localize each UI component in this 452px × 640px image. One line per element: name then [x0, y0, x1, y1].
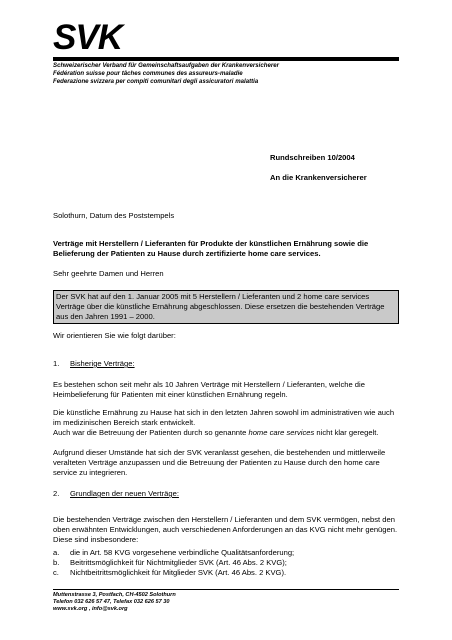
section-1-para-3-end: nicht klar geregelt.: [314, 428, 379, 437]
section-1-title: Bisherige Verträge:: [70, 359, 135, 368]
list-item-text: Beitrittsmöglichkeit für Nichtmitglieder SVK (Art. 46 Abs. 2 KVG);: [70, 558, 287, 567]
section-1-para-3: [53, 428, 399, 438]
footer-address: Muttenstrasse 3, Postfach, CH-4502 Solothurn: [53, 592, 176, 598]
list-item-text: die in Art. 58 KVG vorgesehene verbindliche Qualitätsanforderung;: [70, 548, 295, 557]
org-name-de: Schweizerischer Verband für Gemeinschaftsaufgaben der Krankenversicherer: [53, 62, 280, 69]
section-2-title: Grundlagen der neuen Verträge:: [70, 489, 179, 498]
list-item: [53, 568, 399, 578]
section-1-number: 1.: [53, 359, 60, 368]
list-item-label: a.: [53, 548, 60, 557]
letter-reference: Rundschreiben 10/2004: [270, 153, 355, 162]
footer-divider: [53, 589, 399, 590]
section-2-heading: [53, 489, 399, 499]
summary-box: Der SVK hat auf den 1. Januar 2005 mit 5 Herstellern / Lieferanten und 2 home care services Verträge über die künstliche Ernährung abgeschlossen. Diese ersetzen die bestehenden Verträge aus den Jahren 1991 – 2000.: [53, 290, 399, 324]
place-date: Solothurn, Datum des Poststempels: [53, 211, 175, 220]
logo-divider: [53, 57, 399, 61]
section-2-para-1: Die bestehenden Verträge zwischen den Herstellern / Lieferanten und dem SVK vermögen, nebst den oben erwähnten Entwicklungen, auch verschiedenen Anforderungen an das KVG nicht mehr genügen. Diese sind insbesondere:: [53, 515, 398, 544]
salutation: Sehr geehrte Damen und Herren: [53, 269, 164, 278]
org-name-it: Federazione svizzera per compiti comunitari degli assicuratori malattia: [53, 78, 259, 85]
letter-recipient: An die Krankenversicherer: [270, 173, 367, 182]
svk-logo: SVK: [53, 18, 122, 57]
footer-phone: Telefon 032 626 57 47, Telefax 032 626 57 30: [53, 599, 170, 605]
section-1-para-1: Es bestehen schon seit mehr als 10 Jahren Verträge mit Herstellern / Lieferanten, welche die Heimbelieferung für Patienten mit einer künstlichen Ernährung regeln.: [53, 380, 365, 399]
list-item: [53, 548, 399, 558]
home-care-services-term: home care services: [248, 428, 315, 437]
footer-web[interactable]: www.svk.org , info@svk.org: [53, 606, 128, 612]
list-item-text: Nichtbeitrittsmöglichkeit für Mitglieder SVK (Art. 46 Abs. 2 KVG).: [70, 568, 287, 577]
section-1-para-3-start: Auch war die Betreuung der Patienten durch so genannte: [53, 428, 249, 437]
list-item-label: c.: [53, 568, 59, 577]
org-name-fr: Fédération suisse pour tâches communes des assureurs-maladie: [53, 70, 243, 77]
list-item: [53, 558, 399, 568]
intro-text: Wir orientieren Sie wie folgt darüber:: [53, 331, 176, 340]
section-2-number: 2.: [53, 489, 60, 498]
section-1-para-2: Die künstliche Ernährung zu Hause hat sich in den letzten Jahren sowohl im administrativen wie auch im medizinischen Bereich stark entwickelt.: [53, 408, 395, 427]
letter-subject: Verträge mit Herstellern / Lieferanten für Produkte der künstlichen Ernährung sowie die Belieferung der Patienten zu Hause durch zertifizierte home care services.: [53, 239, 369, 258]
list-item-label: b.: [53, 558, 60, 567]
section-1-para-4: Aufgrund dieser Umstände hat sich der SVK veranlasst gesehen, die bestehenden und mittlerweile veralteten Verträge anzupassen und die Betreuung der Patienten zu Hause durch den home care service zu integrieren.: [53, 448, 386, 477]
section-1-heading: [53, 359, 399, 369]
